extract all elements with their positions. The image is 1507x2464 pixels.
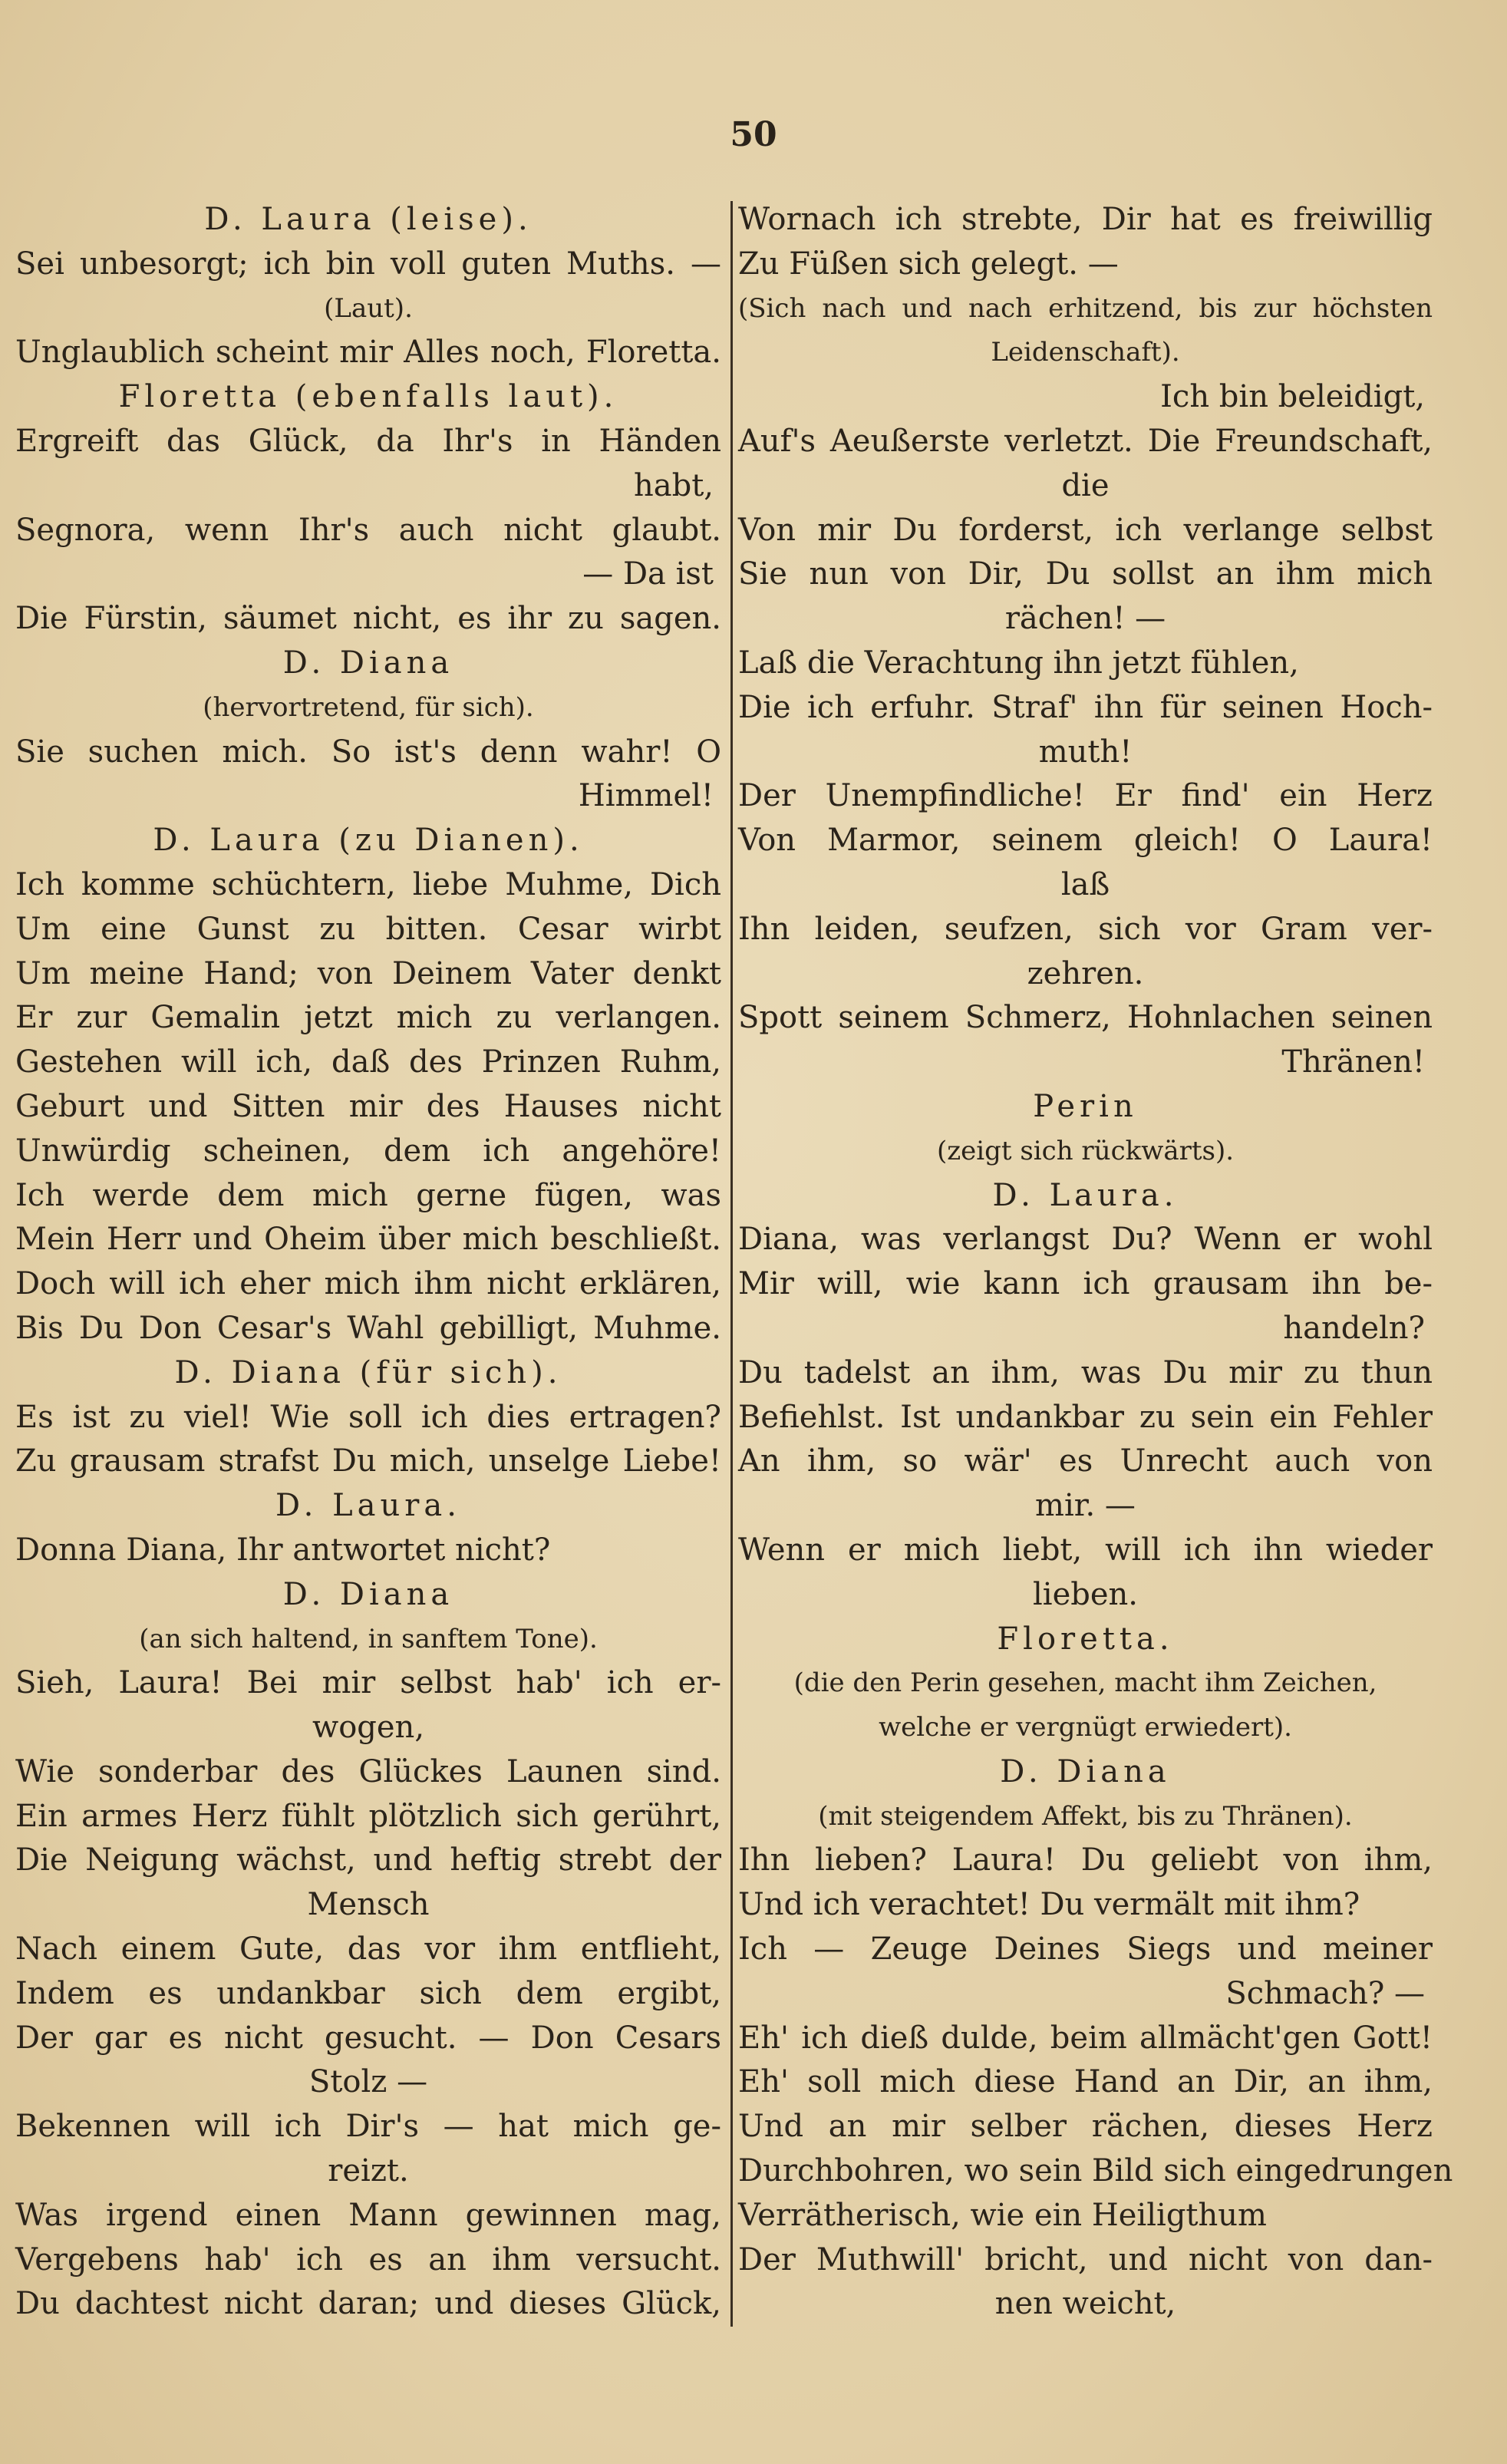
right-text-line: Ihn leiden, seufzen, sich vor Gram ver-: [738, 911, 1433, 947]
left-text-line: Sieh, Laura! Bei mir selbst hab' ich er-: [15, 1665, 721, 1701]
left-text-line: Zu grausam strafst Du mich, unselge Liebe!: [15, 1443, 721, 1479]
left-text-line: Mein Herr und Oheim über mich beschließt.: [15, 1222, 721, 1258]
right-text-line: An ihm, so wär' es Unrecht auch von: [738, 1443, 1433, 1479]
right-text-line: rächen! —: [1004, 601, 1166, 637]
right-text-line: Von mir Du forderst, ich verlange selbst: [738, 512, 1433, 548]
right-text-line: Du tadelst an ihm, was Du mir zu thun: [738, 1354, 1433, 1390]
left-speaker-line: D. Diana (für sich).: [174, 1354, 562, 1390]
page-number: 50: [730, 115, 777, 154]
right-text-line: Laß die Verachtung ihn jetzt fühlen,: [738, 645, 1299, 681]
left-text-line: Es ist zu viel! Wie soll ich dies ertragen?: [15, 1399, 721, 1435]
left-text-line: Ich werde dem mich gerne fügen, was: [15, 1177, 721, 1213]
right-text-line: Diana, was verlangst Du? Wenn er wohl: [738, 1222, 1433, 1258]
left-text-line: Geburt und Sitten mir des Hauses nicht: [15, 1088, 721, 1124]
left-text-line: Die Neigung wächst, und heftig strebt der: [15, 1842, 721, 1879]
left-text-line: Indem es undankbar sich dem ergibt,: [15, 1975, 721, 2011]
right-text-line: Wenn er mich liebt, will ich ihn wieder: [738, 1532, 1433, 1568]
left-text-line: Doch will ich eher mich ihm nicht erklären,: [15, 1266, 721, 1302]
right-text-line: Eh' soll mich diese Hand an Dir, an ihm,: [738, 2064, 1433, 2100]
left-text-line: Er zur Gemalin jetzt mich zu verlangen.: [15, 1000, 721, 1036]
right-text-line: muth!: [1038, 734, 1133, 770]
left-text-line: Vergebens hab' ich es an ihm versucht.: [15, 2241, 721, 2278]
left-text-line: Unwürdig scheinen, dem ich angehöre!: [15, 1133, 721, 1169]
left-text-line: Bis Du Don Cesar's Wahl gebilligt, Muhme.: [15, 1310, 721, 1346]
left-text-line: wogen,: [312, 1710, 425, 1746]
right-text-line: Ihn lieben? Laura! Du geliebt von ihm,: [738, 1842, 1433, 1879]
left-text-line: Bekennen will ich Dir's — hat mich ge-: [15, 2109, 721, 2145]
left-stage-direction: (hervortretend, für sich).: [203, 691, 534, 723]
right-column: [738, 198, 1453, 2327]
right-text-line: Ich — Zeuge Deines Siegs und meiner: [738, 1931, 1433, 1968]
right-text-line: Von Marmor, seinem gleich! O Laura!: [738, 823, 1433, 859]
right-text-line: Sie nun von Dir, Du sollst an ihm mich: [738, 556, 1433, 592]
left-text-line: Gestehen will ich, daß des Prinzen Ruhm,: [15, 1044, 721, 1080]
right-text-line: laß: [1060, 866, 1110, 902]
left-text-line: Nach einem Gute, das vor ihm entflieht,: [15, 1931, 721, 1968]
right-text-line: Auf's Aeußerste verletzt. Die Freundschaft,: [738, 423, 1433, 459]
left-speaker-line: D. Laura.: [275, 1488, 461, 1524]
left-text-line: Um meine Hand; von Deinem Vater denkt: [15, 955, 721, 991]
left-speaker-line: D. Laura (leise).: [204, 202, 533, 237]
right-text-line: Thränen!: [1281, 1044, 1425, 1080]
right-text-line: Ich bin beleidigt,: [1160, 379, 1425, 415]
right-speaker-line: Perin: [1033, 1088, 1138, 1124]
left-stage-direction: (an sich haltend, in sanftem Tone).: [139, 1623, 598, 1654]
left-column: [15, 198, 721, 2327]
left-text-line: Donna Diana, Ihr antwortet nicht?: [15, 1532, 551, 1568]
right-text-line: Mir will, wie kann ich grausam ihn be-: [738, 1266, 1433, 1302]
right-text-line: Befiehlst. Ist undankbar zu sein ein Fehler: [738, 1399, 1433, 1435]
left-text-line: Ich komme schüchtern, liebe Muhme, Dich: [15, 866, 721, 902]
right-speaker-line: D. Laura.: [992, 1177, 1179, 1213]
left-text-line: Ergreift das Glück, da Ihr's in Händen: [15, 423, 721, 459]
column-divider: [730, 201, 733, 2327]
right-text-line: Der Unempfindliche! Er find' ein Herz: [738, 778, 1433, 814]
left-text-line: — Da ist: [582, 556, 714, 592]
left-text-line: Was irgend einen Mann gewinnen mag,: [15, 2197, 721, 2233]
right-text-line: Die ich erfuhr. Straf' ihn für seinen Hoch-: [738, 689, 1433, 725]
left-text-line: Mensch: [307, 1887, 430, 1923]
left-text-line: Wie sonderbar des Glückes Launen sind.: [15, 1753, 721, 1789]
left-text-line: Sie suchen mich. So ist's denn wahr! O: [15, 734, 721, 770]
left-text-line: reizt.: [328, 2153, 409, 2189]
right-text-line: Zu Füßen sich gelegt. —: [738, 246, 1119, 282]
left-text-line: Die Fürstin, säumet nicht, es ihr zu sagen.: [15, 601, 721, 637]
left-speaker-line: D. Laura (zu Dianen).: [153, 823, 584, 859]
right-text-line: Und an mir selber rächen, dieses Herz: [738, 2109, 1433, 2145]
right-text-line: mir. —: [1035, 1488, 1136, 1524]
left-text-line: Der gar es nicht gesucht. — Don Cesars: [15, 2020, 721, 2056]
right-text-line: nen weicht,: [994, 2286, 1176, 2322]
right-text-line: Der Muthwill' bricht, und nicht von dan-: [738, 2241, 1433, 2278]
left-text-line: Stolz —: [308, 2064, 428, 2100]
left-text-line: Segnora, wenn Ihr's auch nicht glaubt.: [15, 512, 721, 548]
right-text-line: Eh' ich dieß dulde, beim allmächt'gen Gott!: [738, 2020, 1433, 2056]
right-text-line: Und ich verachtet! Du vermält mit ihm?: [738, 1887, 1360, 1923]
left-text-line: Du dachtest nicht daran; und dieses Glück,: [15, 2286, 721, 2322]
right-text-line: Verrätherisch, wie ein Heiligthum: [738, 2197, 1267, 2233]
right-speaker-line: Floretta.: [997, 1621, 1174, 1657]
right-text-line: Spott seinem Schmerz, Hohnlachen seinen: [738, 1000, 1433, 1036]
left-text-line: Um eine Gunst zu bitten. Cesar wirbt: [15, 911, 721, 947]
left-text-line: Unglaublich scheint mir Alles noch, Floretta.: [15, 335, 721, 371]
right-stage-direction: Leidenschaft).: [991, 337, 1180, 368]
left-stage-direction: (Laut).: [324, 292, 413, 324]
right-stage-direction: (die den Perin gesehen, macht ihm Zeichen,: [793, 1667, 1377, 1699]
right-stage-direction: welche er vergnügt erwiedert).: [879, 1712, 1292, 1743]
left-speaker-line: D. Diana: [282, 1576, 454, 1612]
right-text-line: handeln?: [1283, 1310, 1425, 1346]
right-stage-direction: (zeigt sich rückwärts).: [936, 1135, 1235, 1166]
right-text-line: lieben.: [1032, 1576, 1138, 1612]
right-text-line: Durchbohren, wo sein Bild sich eingedrungen: [738, 2153, 1453, 2189]
right-stage-direction: (mit steigendem Affekt, bis zu Thränen).: [818, 1800, 1353, 1832]
left-text-line: habt,: [633, 467, 714, 503]
right-text-line: Wornach ich strebte, Dir hat es freiwillig: [738, 202, 1433, 237]
left-text-line: Himmel!: [578, 778, 714, 814]
right-text-line: zehren.: [1027, 955, 1144, 991]
left-speaker-line: D. Diana: [282, 645, 454, 681]
left-text-line: Ein armes Herz fühlt plötzlich sich gerührt,: [15, 1798, 721, 1834]
right-speaker-line: D. Diana: [1000, 1753, 1171, 1789]
right-text-line: die: [1061, 467, 1110, 503]
left-speaker-line: Floretta (ebenfalls laut).: [118, 379, 618, 415]
right-text-line: Schmach? —: [1225, 1975, 1425, 2011]
right-stage-direction: (Sich nach und nach erhitzend, bis zur höchsten: [738, 292, 1433, 324]
left-text-line: Sei unbesorgt; ich bin voll guten Muths. —: [15, 246, 721, 282]
